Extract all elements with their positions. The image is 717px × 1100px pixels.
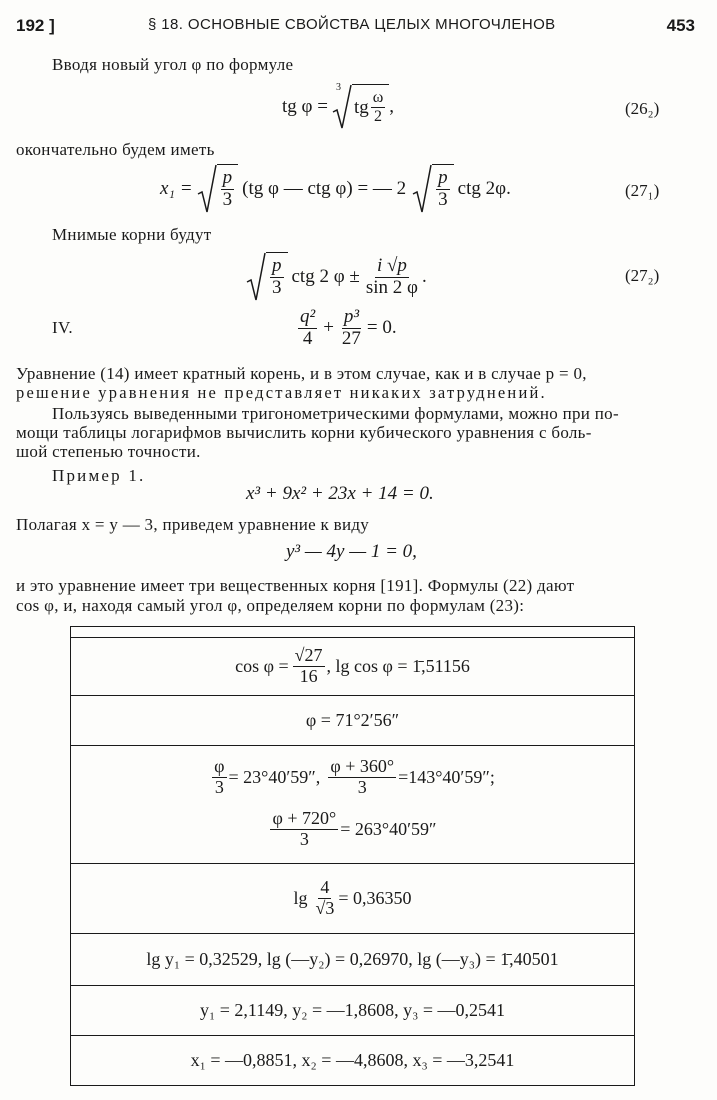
table-row-x-values: x₁ = —0,8851, x₂ = —4,8608, x₃ = —3,2541	[190, 1049, 515, 1070]
eq27-den-2: 3	[438, 189, 448, 210]
r4-den: √3	[315, 898, 335, 918]
table-row-phi-thirds-1	[71, 752, 634, 802]
eq27-middle: (tg φ — ctg φ) = — 2	[242, 178, 407, 199]
text-tables-3: шой степенью точности.	[16, 442, 201, 461]
equation-27-2	[246, 252, 427, 302]
r3a-val: = 23°40′59″,	[228, 766, 321, 787]
r4-val: = 0,36350	[338, 888, 412, 908]
eq272-den: 3	[272, 277, 282, 298]
eq27-end: ctg 2φ.	[457, 178, 511, 199]
r3c-val: = 263°40′59″	[340, 818, 437, 839]
eq27-lhs: x₁ =	[160, 178, 193, 199]
iv-num1: q²	[300, 305, 316, 327]
text-substitution: Полагая x = y — 3, приведем уравнение к виду	[16, 515, 370, 534]
sqrt-p-over-3-third	[246, 252, 288, 302]
text-tables-1: Пользуясь выведенными тригонометрическими формулами, можно при по-	[52, 404, 619, 423]
table-row-phi-thirds-2	[71, 802, 634, 856]
running-title: § 18. ОСНОВНЫЕ СВОЙСТВА ЦЕЛЫХ МНОГОЧЛЕНОВ	[148, 16, 556, 33]
root-index: 3	[335, 82, 341, 93]
computation-table	[70, 626, 635, 1086]
iv-end: = 0.	[366, 317, 397, 338]
text-multiple-root-1: Уравнение (14) имеет кратный корень, и в этом случае, как и в случае p = 0,	[16, 364, 587, 383]
iv-den1: 4	[302, 327, 313, 349]
r3b-den: 3	[357, 776, 367, 797]
r1-num: √27	[294, 645, 323, 666]
table-row-cos	[71, 638, 634, 695]
equation-26-2	[282, 84, 394, 130]
table-row-lg-y: lg y₁ = 0,32529, lg (—y₂) = 0,26970, lg (—y₃) = 1̄,40501	[146, 949, 559, 969]
iv-den2: 27	[341, 327, 361, 349]
example-equation: x³ + 9x² + 23x + 14 = 0.	[246, 483, 434, 504]
page-left-marker: 192 ]	[16, 16, 55, 35]
r4-lg: lg	[293, 888, 308, 908]
equation-case-iv	[296, 305, 397, 351]
r1-den: 16	[299, 666, 318, 686]
cube-root	[332, 84, 389, 130]
text-three-roots-1: и это уравнение имеет три вещественных корня [191]. Формулы (22) дают	[16, 576, 575, 595]
eq27-den: 3	[222, 189, 233, 210]
eq272-frac-den: sin 2 φ	[365, 276, 418, 298]
eq272-period: .	[422, 266, 427, 287]
r1-rhs: , lg cos φ = 1̄,51156	[326, 656, 470, 676]
eq-number-26-2: (26₂)	[625, 99, 660, 118]
sqrt-p-over-3	[197, 164, 239, 214]
eq26-lhs: tg φ =	[282, 96, 328, 117]
eq26-tg: tg	[353, 96, 369, 118]
eq272-num: p	[272, 255, 282, 277]
eq26-num: ω	[372, 89, 384, 107]
r4-num: 4	[320, 877, 330, 898]
eq272-frac-num: i √p	[376, 254, 407, 276]
text-imaginary-roots: Мнимые корни будут	[52, 225, 212, 244]
r3c-den: 3	[299, 828, 309, 849]
r3a-den: 3	[214, 776, 224, 797]
eq26-den: 2	[374, 108, 383, 125]
table-row-lg-four	[71, 864, 634, 933]
sqrt-p-over-3-second	[412, 164, 454, 214]
text-multiple-root-2: решение уравнения не представляет никаких затруднений.	[16, 383, 547, 402]
eq272-ctg: ctg 2 φ ±	[291, 266, 360, 287]
equation-27-1	[160, 164, 511, 214]
iv-num2: p³	[343, 305, 360, 327]
r3a-num: φ	[214, 755, 225, 776]
r3c-num: φ + 720°	[272, 807, 337, 828]
eq26-comma: ,	[389, 96, 395, 117]
eq27-num: p	[222, 167, 233, 189]
text-tables-2: мощи таблицы логарифмов вычислить корни кубического уравнения с боль-	[16, 423, 592, 442]
text-intro-angle: Вводя новый угол φ по формуле	[52, 55, 294, 74]
case-iv-label: IV.	[52, 318, 73, 337]
table-row-phi: φ = 71°2′56″	[305, 710, 400, 730]
eq27-num-2: p	[438, 167, 448, 189]
example-label: Пример 1.	[52, 466, 146, 485]
text-finally: окончательно будем иметь	[16, 140, 215, 159]
iv-plus: +	[323, 317, 334, 338]
page-number: 453	[666, 16, 695, 35]
r3b-num: φ + 360°	[330, 755, 395, 776]
r1-lhs: cos φ =	[235, 656, 289, 676]
eq-number-27-1: (27₁)	[625, 181, 660, 200]
text-three-roots-2: cos φ, и, находя самый угол φ, определяем корни по формулам (23):	[16, 596, 525, 615]
r3b-val: =143°40′59″;	[398, 766, 495, 787]
reduced-equation: y³ — 4y — 1 = 0,	[286, 541, 417, 562]
eq-number-27-2: (27₂)	[625, 266, 660, 285]
table-row-y-values: y₁ = 2,1149, y₂ = —1,8608, y₃ = —0,2541	[199, 1000, 506, 1020]
